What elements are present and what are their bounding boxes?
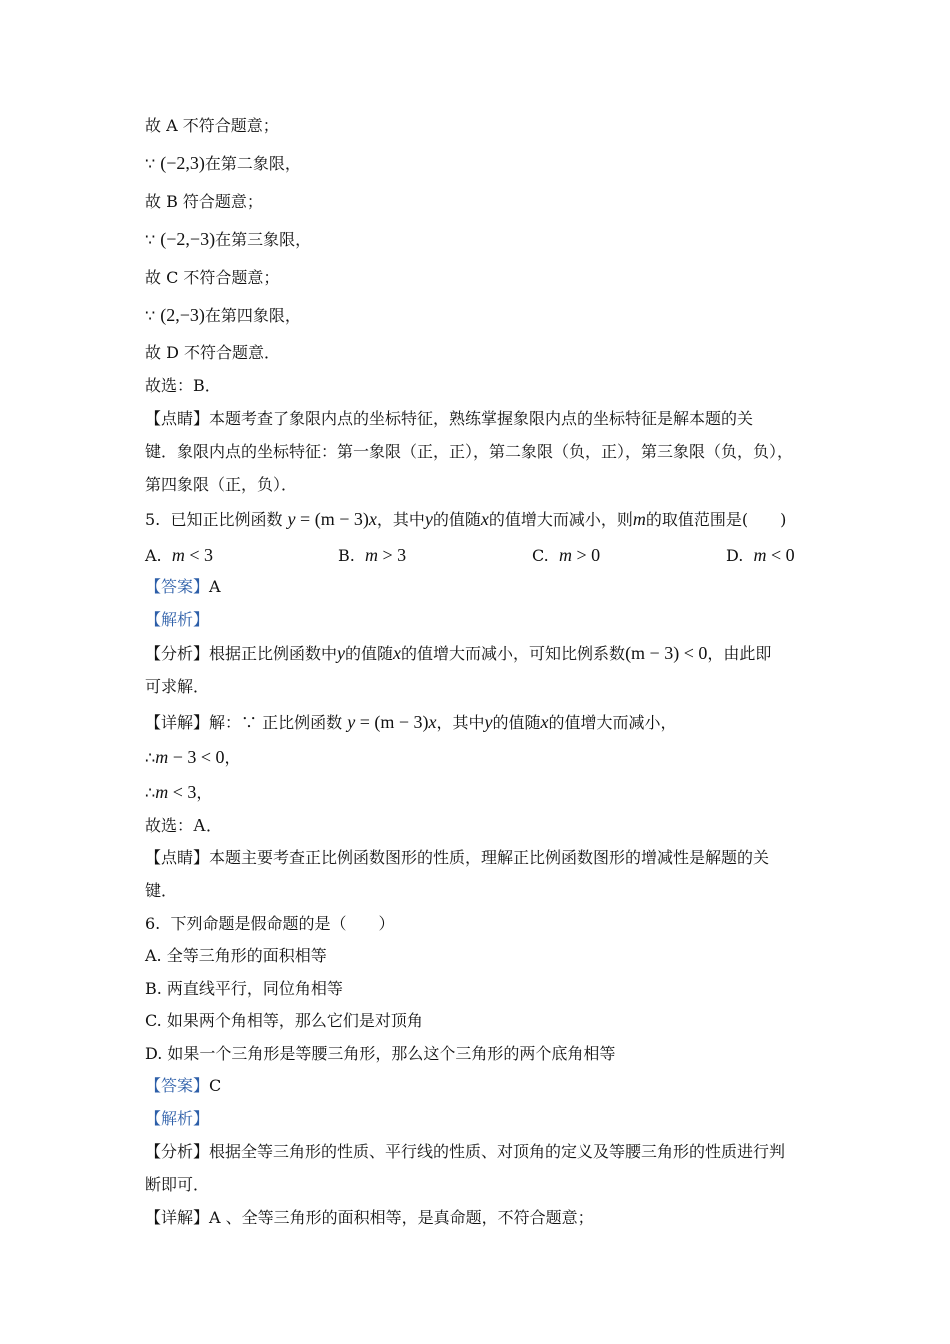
- detail-tag: 【详解】: [145, 1208, 210, 1227]
- q5-comment-line2: [145, 878, 815, 904]
- q4-line-a: [145, 113, 815, 139]
- q5-choose: [145, 812, 815, 838]
- math-var: y: [347, 712, 356, 732]
- text: 的值随: [492, 713, 541, 732]
- math-var: y: [484, 712, 493, 732]
- text: 断即可．: [145, 1175, 210, 1194]
- q6-option-d[interactable]: [145, 1041, 815, 1067]
- fenxi-tag: 【分析】: [145, 644, 210, 663]
- q5-comment-line1: [145, 845, 815, 871]
- text: 根据全等三角形的性质、平行线的性质、对顶角的定义及等腰三角形的性质进行判: [209, 1142, 786, 1161]
- text: 的值增大而减小，可知比例系数: [401, 644, 626, 663]
- therefore-symbol: ∴: [145, 748, 156, 767]
- math-expr: (m − 3) < 0: [625, 643, 708, 663]
- q4-reason-b: [145, 150, 815, 176]
- q4-comment-line2: [145, 439, 815, 465]
- math-expr: − 3 < 0: [168, 747, 225, 767]
- math-var: x: [540, 712, 549, 732]
- text: 键．: [145, 881, 178, 900]
- q4-comment-line3: [145, 472, 815, 498]
- option-letter: B.: [338, 546, 355, 565]
- math-var: x: [393, 643, 402, 663]
- q5-fenxi-line2: [145, 674, 815, 700]
- math-var: m: [558, 545, 572, 565]
- q6-fenxi-line2: [145, 1172, 815, 1198]
- text: 故选：B．: [145, 376, 221, 395]
- text: 的值增大而减小，: [548, 713, 677, 732]
- math-var: m: [753, 545, 767, 565]
- math-var: m: [171, 545, 185, 565]
- math-expr: < 0: [766, 545, 795, 565]
- q5-step1: [145, 744, 815, 770]
- q5-options: [145, 542, 815, 568]
- q6-answer: [145, 1073, 815, 1099]
- text: 在第三象限，: [215, 230, 312, 249]
- math-var: x: [428, 712, 437, 732]
- therefore-symbol: ∴: [145, 783, 156, 802]
- fenxi-tag: 【分析】: [145, 1142, 210, 1161]
- q5-option-c[interactable]: [532, 542, 600, 569]
- text: 故 B 符合题意；: [145, 192, 263, 211]
- comment-tag: 【点睛】: [145, 848, 210, 867]
- text: 故 C 不符合题意；: [145, 268, 280, 287]
- text: 的值随: [345, 644, 394, 663]
- q6-stem: [145, 911, 815, 937]
- answer-value: A: [209, 577, 221, 596]
- q6-option-a[interactable]: [145, 943, 815, 969]
- option-letter: D.: [726, 546, 744, 565]
- text: 解：∵ 正比例函数: [209, 713, 343, 732]
- analysis-tag: 【解析】: [145, 1109, 210, 1128]
- text: 在第二象限，: [204, 154, 301, 173]
- q6-analysis-header: [145, 1106, 815, 1132]
- q6-detail-line1: [145, 1205, 815, 1231]
- answer-tag: 【答案】: [145, 1076, 210, 1095]
- text: 故 D 不符合题意．: [145, 343, 281, 362]
- q4-line-c: [145, 265, 815, 291]
- math-point: (−2,3): [160, 153, 205, 173]
- text: ，: [196, 783, 213, 802]
- math-var: x: [480, 509, 489, 529]
- math-point: (2,−3): [160, 305, 205, 325]
- q5-option-d[interactable]: [726, 542, 795, 569]
- q4-reason-c: [145, 226, 815, 252]
- question-number: 5.: [145, 510, 161, 529]
- math-var: y: [424, 509, 433, 529]
- math-var: m: [155, 782, 169, 802]
- q4-comment-line1: [145, 406, 815, 432]
- text: 根据正比例函数中: [209, 644, 338, 663]
- q4-reason-d: [145, 302, 815, 328]
- q5-stem: [145, 506, 815, 532]
- q6-option-c[interactable]: [145, 1008, 815, 1034]
- text: 本题主要考查正比例函数图形的性质，理解正比例函数图形的增减性是解题的关: [209, 848, 770, 867]
- q5-answer: [145, 574, 815, 600]
- q4-line-b: [145, 189, 815, 215]
- text: ，由此即: [707, 644, 772, 663]
- math-expr: > 3: [378, 545, 407, 565]
- q5-detail-line1: [145, 709, 815, 735]
- text: 本题考查了象限内点的坐标特征，熟练掌握象限内点的坐标特征是解本题的关: [209, 409, 754, 428]
- q5-step2: [145, 779, 815, 805]
- option-letter: A.: [145, 546, 162, 565]
- text: 下列命题是假命题的是（ ）: [170, 914, 395, 933]
- because-symbol: ∵: [145, 306, 161, 325]
- analysis-tag: 【解析】: [145, 610, 210, 629]
- answer-tag: 【答案】: [145, 577, 210, 596]
- math-var: y: [287, 509, 296, 529]
- option-text: A. 全等三角形的面积相等: [145, 946, 327, 965]
- math-expr: < 3: [184, 545, 213, 565]
- q6-fenxi-line1: [145, 1139, 815, 1165]
- question-number: 6.: [145, 914, 161, 933]
- math-expr: = (m − 3): [355, 712, 429, 732]
- detail-tag: 【详解】: [145, 713, 210, 732]
- choose-value: A: [193, 815, 207, 835]
- q4-choose: [145, 373, 815, 399]
- because-symbol: ∵: [145, 154, 161, 173]
- q5-option-b[interactable]: [338, 542, 406, 569]
- text: 第四象限（正，负）．: [145, 475, 298, 494]
- q5-analysis-header: [145, 607, 815, 633]
- option-text: C. 如果两个角相等，那么它们是对顶角: [145, 1011, 423, 1030]
- q5-option-a[interactable]: [145, 542, 213, 569]
- comment-tag: 【点睛】: [145, 409, 210, 428]
- text: 已知正比例函数: [170, 510, 283, 529]
- text: A 、全等三角形的面积相等，是真命题，不符合题意；: [209, 1208, 594, 1227]
- text: 的值随: [432, 510, 481, 529]
- text: ，其中: [376, 510, 425, 529]
- text: 在第四象限，: [204, 306, 301, 325]
- text: ，: [224, 748, 241, 767]
- math-expr: > 0: [571, 545, 601, 565]
- math-point: (−2,−3): [160, 229, 216, 249]
- math-function: [288, 509, 377, 529]
- math-var: m: [155, 747, 169, 767]
- math-function: [347, 712, 436, 732]
- math-expr: < 3: [168, 782, 197, 802]
- math-var: y: [337, 643, 346, 663]
- q4-line-d: [145, 340, 815, 366]
- option-letter: C.: [532, 546, 549, 565]
- q6-option-b[interactable]: [145, 976, 815, 1002]
- math-var: m: [365, 545, 379, 565]
- text: 故 A 不符合题意；: [145, 116, 279, 135]
- text: 的取值范围是( ): [645, 510, 787, 529]
- text: 的值增大而减小，则: [488, 510, 633, 529]
- text: 可求解．: [145, 677, 210, 696]
- math-var: m: [632, 509, 646, 529]
- math-expr: = (m − 3): [295, 509, 369, 529]
- q5-fenxi-line1: [145, 640, 815, 666]
- because-symbol: ∵: [145, 230, 161, 249]
- text: 故选：: [145, 816, 194, 835]
- text: 键．象限内点的坐标特征：第一象限（正，正），第二象限（负，正），第三象限（负，负），: [145, 442, 794, 461]
- option-text: D. 如果一个三角形是等腰三角形，那么这个三角形的两个底角相等: [145, 1044, 616, 1063]
- text: ，其中: [436, 713, 485, 732]
- answer-value: C: [209, 1076, 222, 1095]
- text: ．: [206, 816, 223, 835]
- option-text: B. 两直线平行，同位角相等: [145, 979, 343, 998]
- math-var: x: [368, 509, 377, 529]
